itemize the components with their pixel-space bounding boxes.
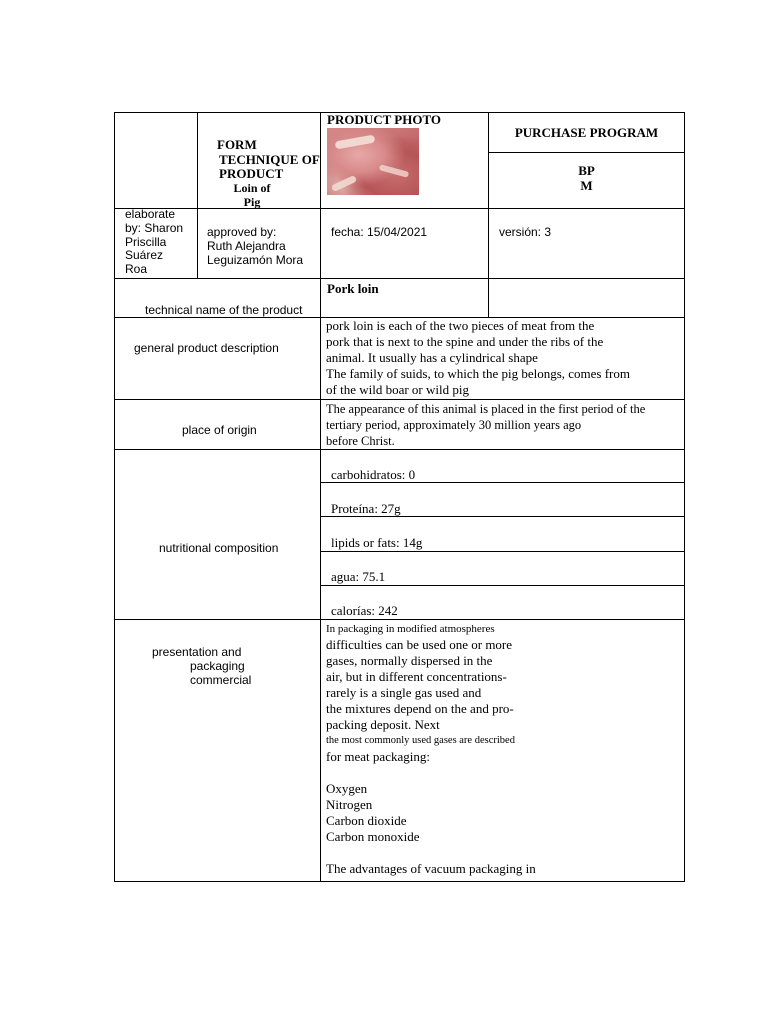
elaborated-by — [125, 208, 197, 277]
bpm-code — [489, 163, 684, 193]
nutrition-item-fats: lipids or fats: 14g — [331, 535, 423, 550]
packaging-line: for meat packaging: — [326, 749, 430, 764]
description-line: pork loin is each of the two pieces of meat from the — [326, 318, 595, 333]
origin-line: The appearance of this animal is placed in the first period of the — [326, 402, 646, 416]
divider — [488, 152, 685, 153]
packaging-gas: Carbon dioxide — [326, 813, 407, 828]
description-line: animal. It usually has a cylindrical shape — [326, 350, 538, 365]
packaging-line: the most commonly used gases are described — [326, 735, 515, 746]
form-title — [217, 138, 327, 182]
packaging-line — [326, 845, 681, 861]
packaging-line: the mixtures depend on the and pro- — [326, 701, 514, 716]
divider — [114, 399, 685, 400]
description-label: general product description — [134, 341, 279, 355]
packaging-text — [326, 621, 681, 877]
elaborated-line: Suárez — [125, 248, 164, 263]
nutrition-item-water: agua: 75.1 — [331, 569, 386, 584]
elaborated-line: Priscilla — [125, 234, 167, 249]
form-title-line: TECHNIQUE OF — [219, 151, 320, 167]
packaging-line: air, but in different concentrations- — [326, 669, 507, 684]
product-name-line: Pig — [243, 195, 261, 209]
packaging-label — [152, 645, 251, 687]
packaging-label-line: packaging — [190, 659, 245, 673]
packaging-line: rarely is a single gas used and — [326, 685, 482, 700]
divider — [114, 208, 685, 209]
packaging-line: gases, normally dispersed in the — [326, 653, 493, 668]
approved-by — [207, 225, 319, 267]
product-photo — [327, 128, 419, 195]
photo-fat-stripe — [379, 164, 410, 178]
origin-line: before Christ. — [326, 434, 395, 448]
technical-name-value: Pork loin — [327, 281, 379, 296]
packaging-line: difficulties can be used one or more — [326, 637, 513, 652]
bpm-line: M — [580, 178, 593, 193]
border-bottom — [114, 881, 685, 882]
border-right — [684, 112, 685, 882]
packaging-line: In packaging in modified atmospheres — [326, 623, 495, 635]
packaging-line — [326, 765, 681, 781]
border-left — [114, 112, 115, 882]
photo-fat-stripe — [331, 175, 358, 192]
photo-label: PRODUCT PHOTO — [327, 112, 442, 127]
nutrition-item-carbs: carbohidratos: 0 — [331, 467, 416, 482]
date: fecha: 15/04/2021 — [331, 225, 428, 239]
technical-name-label: technical name of the product — [145, 303, 303, 317]
version: versión: 3 — [499, 225, 552, 239]
nutrition-item-protein: Proteína: 27g — [331, 501, 401, 516]
elaborated-line: elaborate — [125, 207, 176, 221]
packaging-label-line: commercial — [190, 673, 252, 687]
approved-line: approved by: — [207, 225, 277, 239]
nutrition-label: nutritional composition — [159, 541, 279, 555]
origin-text — [326, 401, 682, 449]
approved-line: Ruth Alejandra — [207, 239, 286, 253]
divider — [114, 449, 685, 450]
photo-fat-stripe — [335, 135, 376, 150]
form-title-line: FORM — [217, 137, 257, 152]
divider — [488, 112, 489, 318]
elaborated-line: by: Sharon — [125, 220, 184, 235]
divider — [114, 619, 685, 620]
purchase-program: PURCHASE PROGRAM — [514, 125, 659, 140]
description-line: of the wild boar or wild pig — [326, 382, 469, 397]
product-name — [212, 181, 292, 209]
divider — [320, 551, 685, 552]
divider — [320, 585, 685, 586]
form-title-line: PRODUCT — [219, 166, 284, 181]
divider — [197, 112, 198, 279]
origin-line: tertiary period, approximately 30 million years ago — [326, 418, 582, 432]
description-line: pork that is next to the spine and under the ribs of the — [326, 334, 604, 349]
divider — [320, 112, 321, 882]
divider — [114, 278, 685, 279]
packaging-gas: Nitrogen — [326, 797, 373, 812]
bpm-line: BP — [578, 163, 595, 178]
nutrition-item-calories: calorías: 242 — [331, 603, 398, 618]
packaging-line: packing deposit. Next — [326, 717, 440, 732]
packaging-label-line: presentation and — [152, 645, 242, 659]
origin-label: place of origin — [182, 423, 257, 437]
elaborated-line: Roa — [125, 262, 148, 277]
product-name-line: Loin of — [233, 181, 271, 195]
description-text — [326, 318, 681, 398]
packaging-line: The advantages of vacuum packaging in — [326, 861, 536, 876]
approved-line: Leguizamón Mora — [207, 253, 304, 267]
description-line: The family of suids, to which the pig belongs, comes from — [326, 366, 631, 381]
packaging-gas: Oxygen — [326, 781, 368, 796]
packaging-gas: Carbon monoxide — [326, 829, 420, 844]
